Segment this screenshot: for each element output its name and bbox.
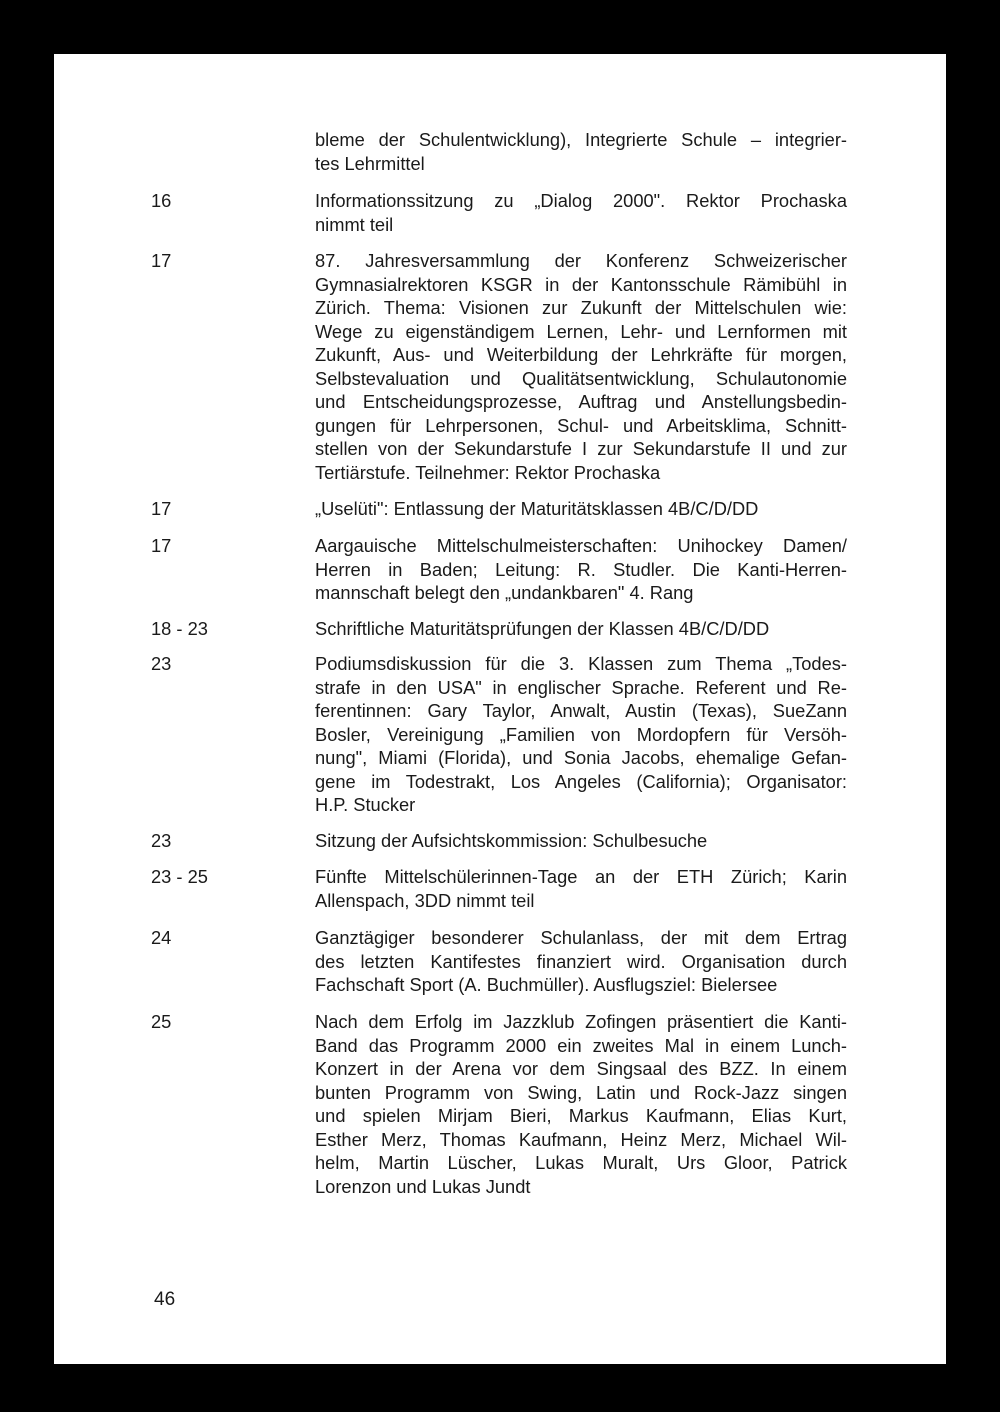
entry-text bbox=[315, 128, 847, 175]
entry-text bbox=[315, 617, 847, 641]
entry-date: 23 bbox=[151, 653, 172, 674]
entry-text bbox=[315, 865, 847, 912]
entry-text-line: Informationssitzung zu „Dialog 2000". Rektor Prochaska bbox=[315, 190, 847, 211]
page-number: 46 bbox=[154, 1289, 176, 1310]
entry-text-line: Allenspach, 3DD nimmt teil bbox=[315, 889, 535, 911]
entry-text bbox=[315, 189, 847, 236]
entry-text-line: gene im Todestrakt, Los Angeles (California); Organisator: bbox=[315, 770, 847, 792]
entry-date: 16 bbox=[151, 190, 172, 211]
entry-text-line: Sitzung der Aufsichtskommission: Schulbesuche bbox=[315, 830, 708, 851]
entry-text bbox=[315, 926, 847, 997]
entry-text-line: Zukunft, Aus- und Weiterbildung der Lehrkräfte für morgen, bbox=[315, 344, 847, 365]
entry-text-line: ferentinnen: Gary Taylor, Anwalt, Austin (Texas), SueZann bbox=[315, 700, 847, 721]
entry-date: 17 bbox=[151, 250, 172, 271]
entry-text-line: Herren in Baden; Leitung: R. Studler. Die Kanti-Herren- bbox=[315, 558, 847, 580]
entry-text-line: und spielen Mirjam Bieri, Markus Kaufmann, Elias Kurt, bbox=[315, 1105, 847, 1126]
entry-text-line: gungen für Lehrpersonen, Schul- und Arbeitsklima, Schnitt- bbox=[315, 414, 847, 436]
entry-text-line: Gymnasialrektoren KSGR in der Kantonsschule Rämibühl in bbox=[315, 273, 847, 295]
entry-text-line: Lorenzon und Lukas Jundt bbox=[315, 1175, 531, 1197]
entry-text bbox=[315, 249, 847, 484]
entry-text-line: bunten Programm von Swing, Latin und Rock-Jazz singen bbox=[315, 1081, 847, 1103]
entry-date: 23 bbox=[151, 830, 172, 851]
entry-date: 17 bbox=[151, 535, 172, 556]
entry-text-line: Wege zu eigenständigem Lernen, Lehr- und Lernformen mit bbox=[315, 320, 847, 342]
entry-date: 23 - 25 bbox=[151, 866, 208, 887]
entry-text-line: und Entscheidungsprozesse, Auftrag und Anstellungsbedin- bbox=[315, 391, 847, 412]
entry-text-line: Podiumsdiskussion für die 3. Klassen zum Thema „Todes- bbox=[315, 653, 847, 674]
entry-text-line: Bosler, Vereinigung „Familien von Mordopfern für Versöh- bbox=[315, 723, 847, 745]
entry-text-line: Fünfte Mittelschülerinnen-Tage an der ETH Zürich; Karin bbox=[315, 866, 847, 887]
entry-text-line: „Uselüti": Entlassung der Maturitätsklassen 4B/C/D/DD bbox=[315, 498, 759, 519]
entry-text-line: Aargauische Mittelschulmeisterschaften: Unihockey Damen/ bbox=[315, 535, 847, 556]
entry-text-line: helm, Martin Lüscher, Lukas Muralt, Urs Gloor, Patrick bbox=[315, 1152, 847, 1173]
entry-date: 25 bbox=[151, 1011, 172, 1032]
entry-text-line: des letzten Kantifestes finanziert wird. Organisation durch bbox=[315, 950, 847, 972]
entry-text bbox=[315, 497, 847, 521]
entry-text-line: Nach dem Erfolg im Jazzklub Zofingen präsentiert die Kanti- bbox=[315, 1011, 847, 1032]
entry-text-line: nimmt teil bbox=[315, 213, 394, 235]
entry-text-line: Tertiärstufe. Teilnehmer: Rektor Prochaska bbox=[315, 461, 661, 483]
entry-date: 24 bbox=[151, 927, 172, 948]
document-page bbox=[54, 54, 946, 1364]
entry-text bbox=[315, 652, 847, 817]
entry-text-line: Band das Programm 2000 ein zweites Mal in einem Lunch- bbox=[315, 1034, 847, 1056]
entry-date: 18 - 23 bbox=[151, 618, 208, 639]
entry-text-line: 87. Jahresversammlung der Konferenz Schweizerischer bbox=[315, 250, 847, 271]
entry-text bbox=[315, 1010, 847, 1198]
entry-text-line: Schriftliche Maturitätsprüfungen der Klassen 4B/C/D/DD bbox=[315, 618, 770, 639]
entry-text-line: nung", Miami (Florida), und Sonia Jacobs, ehemalige Gefan- bbox=[315, 747, 847, 768]
entry-text-line: Konzert in der Arena vor dem Singsaal des BZZ. In einem bbox=[315, 1058, 847, 1079]
entry-text-line: tes Lehrmittel bbox=[315, 152, 425, 174]
entry-text-line: Ganztägiger besonderer Schulanlass, der mit dem Ertrag bbox=[315, 927, 847, 948]
entry-text-line: Esther Merz, Thomas Kaufmann, Heinz Merz, Michael Wil- bbox=[315, 1128, 847, 1150]
entry-text-line: stellen von der Sekundarstufe I zur Sekundarstufe II und zur bbox=[315, 438, 847, 459]
entry-text-line: H.P. Stucker bbox=[315, 794, 416, 815]
entry-text-line: bleme der Schulentwicklung), Integrierte Schule – integrier- bbox=[315, 129, 847, 150]
entry-date: 17 bbox=[151, 498, 172, 519]
entry-text-line: strafe in den USA" in englischer Sprache. Referent und Re- bbox=[315, 676, 847, 698]
entry-text bbox=[315, 534, 847, 605]
entry-text-line: Fachschaft Sport (A. Buchmüller). Ausflugsziel: Bielersee bbox=[315, 974, 778, 995]
entry-text bbox=[315, 829, 847, 853]
entry-text-line: mannschaft belegt den „undankbaren" 4. Rang bbox=[315, 582, 694, 603]
entry-text-line: Selbstevaluation und Qualitätsentwicklung, Schulautonomie bbox=[315, 367, 847, 389]
entry-text-line: Zürich. Thema: Visionen zur Zukunft der Mittelschulen wie: bbox=[315, 297, 847, 318]
